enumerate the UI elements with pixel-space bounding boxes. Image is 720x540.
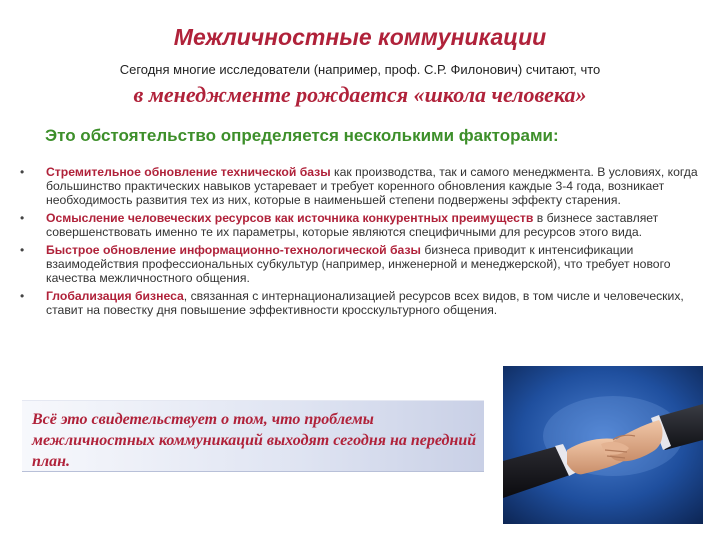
list-item: [20, 211, 700, 239]
factor-text: , связанная с интернационализацией ресурсов всех видов, в том числе и человеческих, ставит на повестку дня повышение эффективности кросскультурного общения.: [46, 289, 684, 317]
slide-title: Межличностные коммуникации: [173, 24, 547, 50]
slogan: в менеджменте рождается «школа человека»: [133, 82, 587, 107]
conclusion-text: Всё это свидетельствует о том, что проблемы межличностных коммуникаций выходят сегодня на передний план.: [32, 411, 477, 470]
factor-text: в бизнесе заставляет совершенствовать именно те их параметры, которые являются специфичными для ресурсов этого вида.: [46, 211, 659, 239]
bullet-icon: •: [20, 243, 25, 257]
factor-lead: Осмысление человеческих ресурсов как источника конкурентных преимуществ: [46, 211, 534, 225]
intro-text: Сегодня многие исследователи (например, проф. С.Р. Филонович) считают, что: [119, 62, 601, 77]
factor-text: как производства, так и самого менеджмента. В условиях, когда большинство практических навыков устаревает и требует коренного обновления каждые 3-4 года, возникает необходимость развития тех из них, которые в наименьшей степени подвержены эффекту старения.: [46, 165, 698, 207]
bullet-icon: •: [20, 289, 25, 303]
factors-heading: Это обстоятельство определяется несколькими факторами:: [45, 126, 559, 145]
handshake-photo: [503, 366, 703, 524]
conclusion-box: [22, 400, 484, 472]
bullet-icon: •: [20, 165, 25, 179]
factor-lead: Глобализация бизнеса: [46, 289, 184, 303]
list-item: [20, 165, 700, 207]
handshake-icon: [503, 366, 703, 524]
factor-text: бизнеса приводит к интенсификации взаимодействия профессиональных субкультур (например, инженерной и менеджерской), что требует нового качества межличностного общения.: [46, 243, 671, 285]
factor-lead: Быстрое обновление информационно-технологической базы: [46, 243, 421, 257]
factor-lead: Стремительное обновление технической базы: [46, 165, 331, 179]
factors-list: [20, 165, 700, 321]
list-item: [20, 243, 700, 285]
bullet-icon: •: [20, 211, 25, 225]
list-item: [20, 289, 700, 317]
